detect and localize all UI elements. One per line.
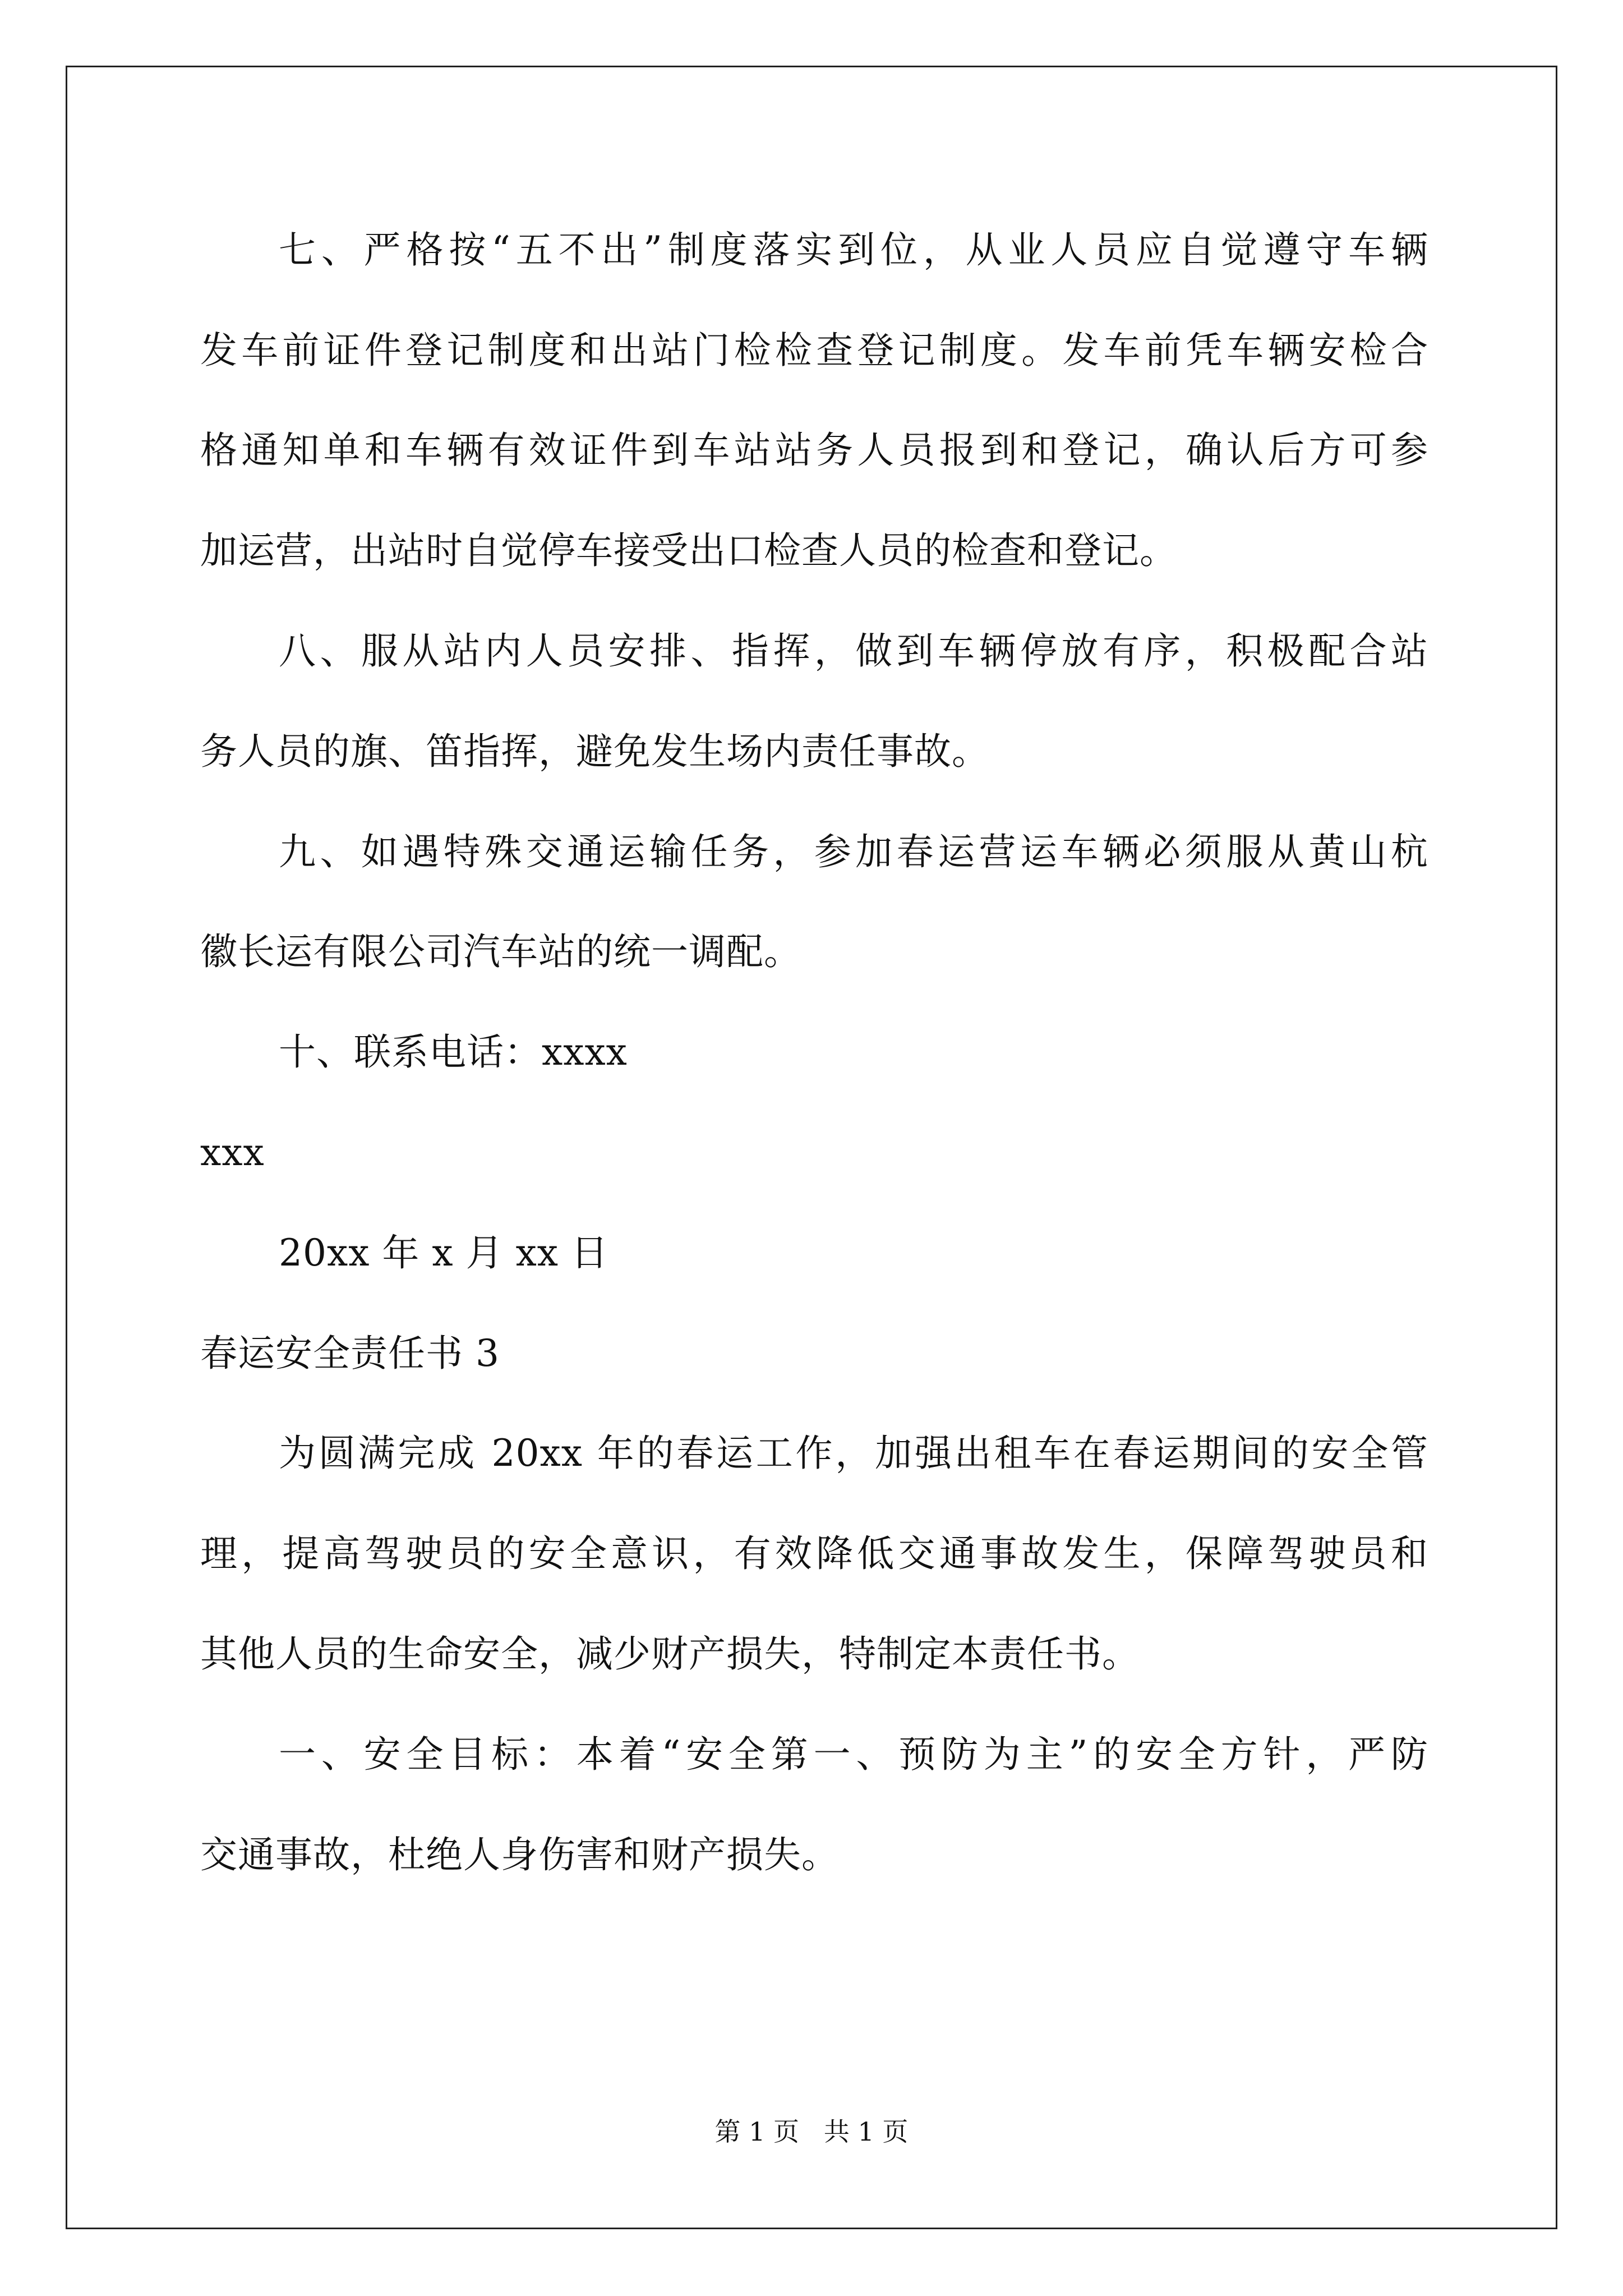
paragraph-7-line-3: 格通知单和车辆有效证件到车站站务人员报到和登记，确认后方可参 (200, 429, 1428, 472)
paragraph-8-line-1: 八、服从站内人员安排、指挥，做到车辆停放有序，积极配合站 (279, 629, 1428, 673)
paragraph-7-line-4: 加运营，出站时自觉停车接受出口检查人员的检查和登记。 (200, 529, 1177, 572)
paragraph-9-line-1: 九、如遇特殊交通运输任务，参加春运营运车辆必须服从黄山杭 (279, 830, 1428, 873)
intro-line-1: 为圆满完成 20xx 年的春运工作，加强出租车在春运期间的安全管 (279, 1432, 1428, 1475)
paragraph-8-line-2: 务人员的旗、笛指挥，避免发生场内责任事故。 (200, 730, 989, 773)
paragraph-7-line-1: 七、严格按“五不出”制度落实到位，从业人员应自觉遵守车辆 (279, 228, 1428, 272)
paragraph-7-line-2: 发车前证件登记制度和出站门检检查登记制度。发车前凭车辆安检合 (200, 329, 1428, 372)
signature-date: 20xx 年 x 月 xx 日 (279, 1231, 608, 1274)
signature-name: xxx (200, 1131, 265, 1174)
safety-goal-line-1: 一、安全目标：本着“安全第一、预防为主”的安全方针，严防 (279, 1733, 1428, 1776)
safety-goal-line-2: 交通事故，杜绝人身伤害和财产损失。 (200, 1833, 839, 1876)
section-title: 春运安全责任书 3 (200, 1332, 500, 1375)
page-number: 第 1 页 共 1 页 (714, 2116, 909, 2147)
contact-phone: 十、联系电话：xxxx (279, 1030, 628, 1074)
intro-line-3: 其他人员的生命安全，减少财产损失，特制定本责任书。 (200, 1632, 1140, 1676)
intro-line-2: 理，提高驾驶员的安全意识，有效降低交通事故发生，保障驾驶员和 (200, 1532, 1428, 1575)
paragraph-9-line-2: 徽长运有限公司汽车站的统一调配。 (200, 930, 801, 973)
